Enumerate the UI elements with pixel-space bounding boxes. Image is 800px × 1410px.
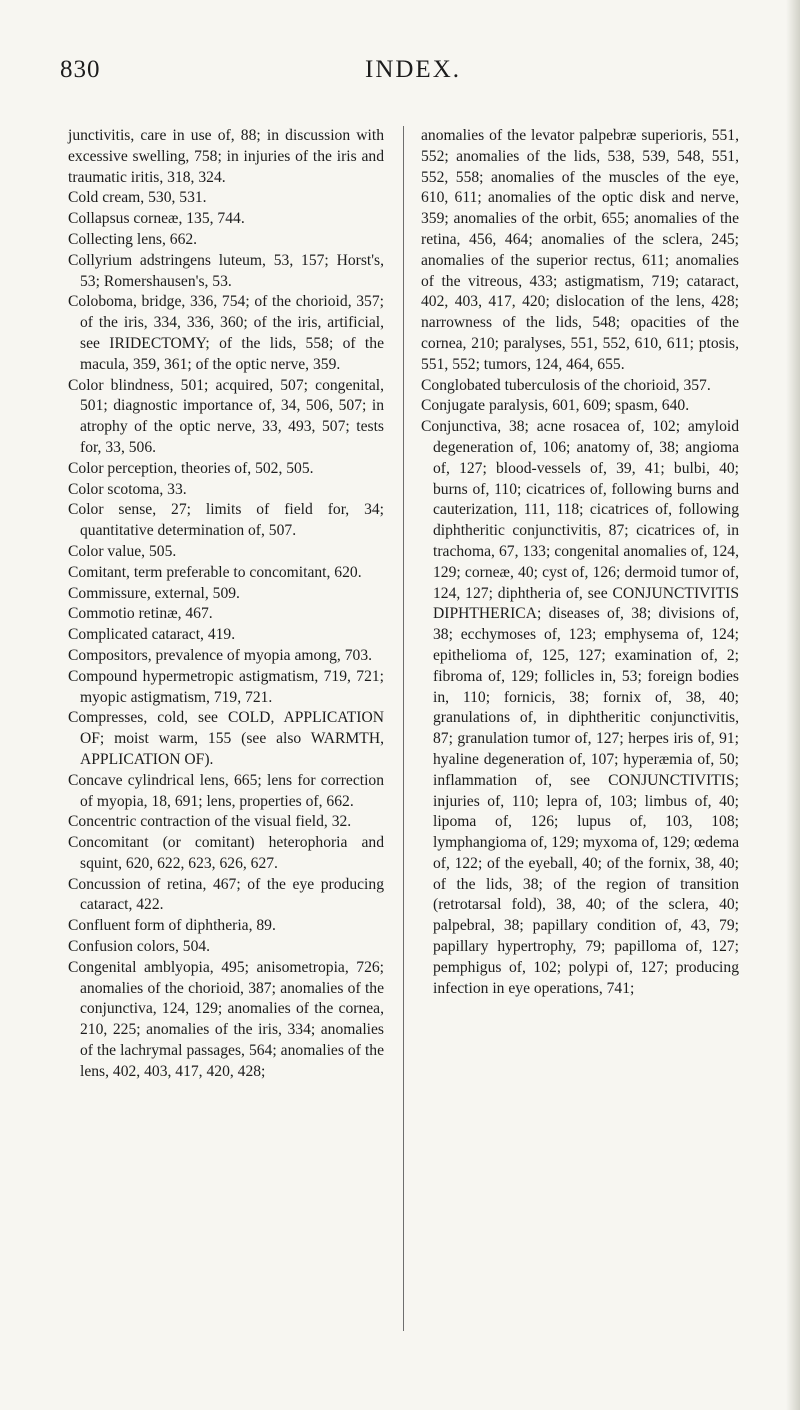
- index-entry: Concentric contraction of the visual field, 32.: [68, 813, 352, 831]
- index-entry: Concave cylindrical lens, 665; lens for correction of myopia, 18, 691; lens, properties of, 662.: [68, 771, 384, 810]
- index-entry: Commotio retinæ, 467.: [68, 605, 213, 623]
- index-entry: Concussion of retina, 467; of the eye producing cataract, 422.: [68, 875, 384, 914]
- column-divider: [403, 126, 404, 1331]
- index-entry: Concomitant (or comitant) heterophoria and squint, 620, 622, 623, 626, 627.: [68, 834, 384, 872]
- index-entry: Compound hypermetropic astigmatism, 719, 721; myopic astigmatism, 719, 721.: [68, 667, 384, 706]
- index-entry: Confusion colors, 504.: [68, 938, 211, 956]
- index-column-left: [68, 126, 384, 1083]
- index-entry: Complicated cataract, 419.: [68, 626, 236, 644]
- index-entry: Collyrium adstringens luteum, 53, 157; Horst's, 53; Romershausen's, 53.: [68, 251, 384, 290]
- index-entry: Commissure, external, 509.: [68, 584, 240, 602]
- page-header: [60, 56, 720, 88]
- index-entry: Compositors, prevalence of myopia among, 703.: [68, 646, 373, 664]
- index-column-right: [421, 126, 739, 999]
- index-entry: Color scotoma, 33.: [68, 480, 187, 498]
- page-number: 830: [60, 56, 101, 83]
- index-entry: Cold cream, 530, 531.: [68, 189, 207, 207]
- index-entry: Conglobated tuberculosis of the chorioid, 357.: [421, 376, 711, 394]
- index-entry: Collecting lens, 662.: [68, 230, 198, 248]
- index-entry: Conjugate paralysis, 601, 609; spasm, 640.: [421, 397, 690, 415]
- index-entry: Color blindness, 501; acquired, 507; congenital, 501; diagnostic importance of, 34, 506, 507; in atrophy of the optic nerve, 33, 493, 507; tests for, 33, 506.: [68, 376, 384, 456]
- index-entry: Color sense, 27; limits of field for, 34; quantitative determination of, 507.: [68, 501, 384, 540]
- index-entry: Compresses, cold, see COLD, APPLICATION OF; moist warm, 155 (see also WARMTH, APPLICATION OF).: [68, 709, 384, 768]
- index-entry: Confluent form of diphtheria, 89.: [68, 917, 276, 935]
- index-entry: Coloboma, bridge, 336, 754; of the chorioid, 357; of the iris, 334, 336, 360; of the iris, artificial, see IRIDECTOMY; of the lids, 558; of the macula, 359, 361; of the optic nerve, 359.: [68, 293, 384, 373]
- index-entry: Color value, 505.: [68, 542, 177, 560]
- page-edge: [786, 0, 800, 1410]
- index-entry: Collapsus corneæ, 135, 744.: [68, 210, 245, 228]
- index-entry: anomalies of the levator palpebræ superioris, 551, 552; anomalies of the lids, 538, 539, 548, 551, 552, 558; anomalies of the muscles of the eye, 610, 611; anomalies of the optic disk and nerve, 359; anomalies of the orbit, 655; anomalies of the retina, 456, 464; anomalies of the sclera, 245; anomalies of the superior rectus, 611; anomalies of the vitreous, 433; astigmatism, 719; cataract, 402, 403, 417, 420; dislocation of the lens, 428; narrowness of the lids, 548; opacities of the cornea, 210; paralyses, 551, 552, 610, 611; ptosis, 551, 552; tumors, 124, 464, 655.: [421, 127, 739, 373]
- index-entry: Congenital amblyopia, 495; anisometropia, 726; anomalies of the chorioid, 387; anomalies of the conjunctiva, 124, 129; anomalies of the cornea, 210, 225; anomalies of the iris, 334; anomalies of the lachrymal passages, 564; anomalies of the lens, 402, 403, 417, 420, 428;: [68, 958, 384, 1080]
- index-entry: Conjunctiva, 38; acne rosacea of, 102; amyloid degeneration of, 106; anatomy of, 38; angioma of, 127; blood-vessels of, 39, 41; bulbi, 40; burns of, 110; cicatrices of, following burns and cauterization, 111, 118; cicatrices of, following diphtheritic conjunctivitis, 87; cicatrices of, in trachoma, 67, 133; congenital anomalies of, 124, 129; corneæ, 40; cyst of, 126; dermoid tumor of, 124, 127; diphtheria of, see CONJUNCTIVITIS DIPHTHERICA; diseases of, 38; divisions of, 38; ecchymoses of, 123; emphysema of, 124; epithelioma of, 125, 127; examination of, 2; fibroma of, 129; follicles in, 53; foreign bodies in, 110; fornicis, 38; fornix of, 38, 40; granulations of, in diphtheritic conjunctivitis, 87; granulation tumor of, 127; herpes iris of, 91; hyaline degeneration of, 107; hyperæmia of, 50; inflammation of, see CONJUNCTIVITIS; injuries of, 110; lepra of, 103; limbus of, 40; lipoma of, 126; lupus of, 103, 108; lymphangioma of, 129; myxoma of, 129; œdema of, 122; of the eyeball, 40; of the fornix, 38, 40; of the lids, 38; of the region of transition (retrotarsal fold), 38, 40; of the sclera, 40; palpebral, 38; papillary condition of, 43, 79; papillary hypertrophy, 79; papilloma of, 127; pemphigus of, 102; polypi of, 127; producing infection in eye operations, 741;: [421, 418, 739, 997]
- index-entry: Comitant, term preferable to concomitant, 620.: [68, 563, 362, 581]
- index-entry: junctivitis, care in use of, 88; in discussion with excessive swelling, 758; in injuries of the iris and traumatic iritis, 318, 324.: [68, 127, 384, 186]
- running-title: INDEX.: [365, 56, 462, 83]
- index-entry: Color perception, theories of, 502, 505.: [68, 459, 314, 477]
